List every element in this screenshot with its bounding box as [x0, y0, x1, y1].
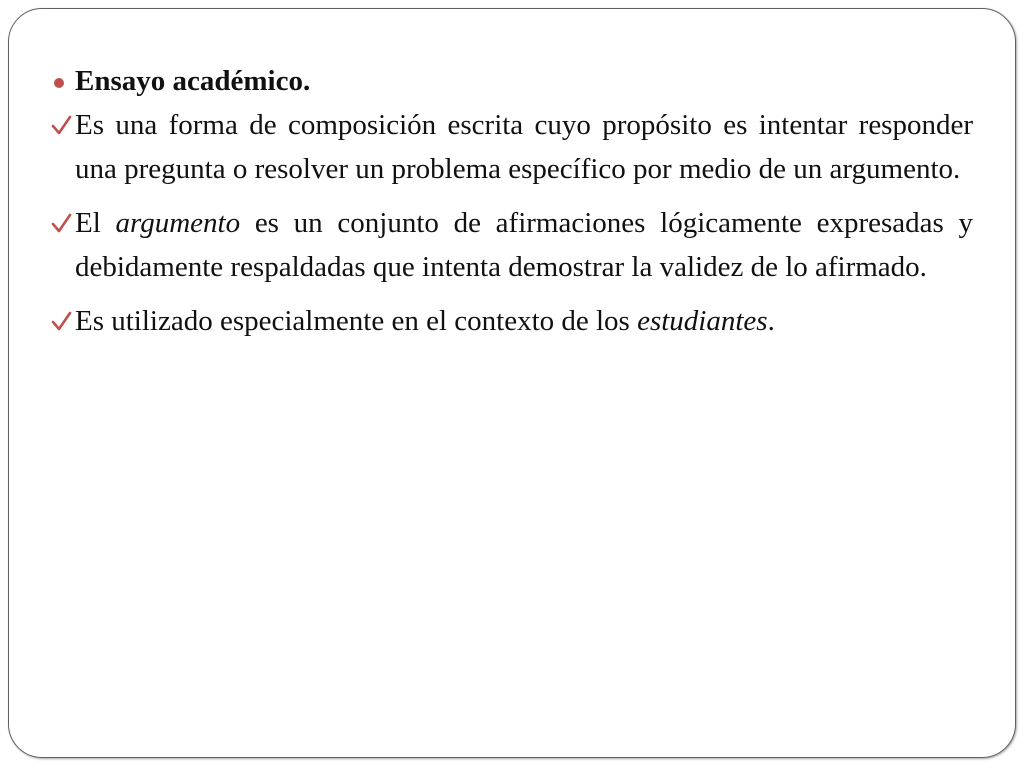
bullet-item [51, 103, 973, 191]
bullet-text-emphasis: estudiantes [637, 305, 768, 337]
slide-heading: Ensayo académico. [75, 65, 311, 97]
bullet-item [51, 201, 973, 289]
round-bullet-icon [51, 59, 73, 103]
bullet-text-suffix: . [767, 305, 775, 337]
checkmark-icon [51, 201, 73, 245]
checkmark-icon [51, 299, 73, 343]
heading-item [51, 59, 973, 103]
bullet-text-suffix: es un conjunto de afirmaciones lógicamente expresadas y debidamente respaldadas que intenta demostrar la validez de lo afirmado. [75, 207, 974, 283]
bullet-text-emphasis: argumento [115, 207, 241, 239]
bullet-text: Es una forma de composición escrita cuyo propósito es intentar responder una pregunta o resolver un problema específico por medio de un argumento. [75, 109, 973, 185]
slide-content [51, 59, 973, 353]
bullet-text-prefix: El [75, 207, 101, 239]
bullet-text-prefix: Es utilizado especialmente en el contexto de los [75, 305, 630, 337]
slide-frame [8, 8, 1016, 758]
checkmark-icon [51, 103, 73, 147]
bullet-item [51, 299, 973, 343]
